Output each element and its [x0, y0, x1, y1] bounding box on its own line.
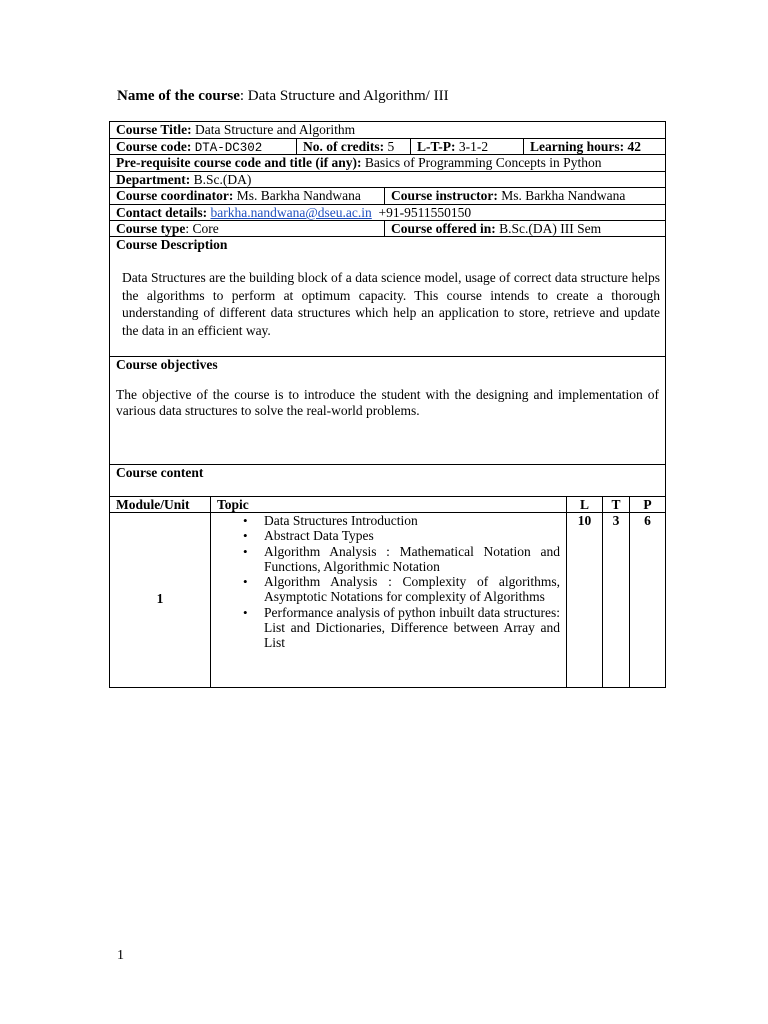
p-header-text: P	[643, 497, 652, 512]
ltp-value: 3-1-2	[455, 139, 489, 154]
course-title-row	[110, 122, 665, 139]
credits-value: 5	[384, 139, 395, 154]
l-value: 10	[577, 513, 592, 528]
p-column-header	[629, 497, 665, 512]
course-name-heading	[117, 88, 449, 105]
department-value: B.Sc.(DA)	[190, 172, 252, 187]
coordinator-label: Course coordinator:	[116, 188, 234, 203]
table-header-row	[110, 497, 665, 513]
course-code-label: Course code:	[116, 139, 192, 154]
prerequisite-row	[110, 155, 665, 172]
course-title-value: Data Structure and Algorithm	[191, 122, 356, 137]
t-cell	[602, 513, 629, 688]
prerequisite-value: Basics of Programming Concepts in Python	[361, 155, 602, 170]
module-column-header	[110, 497, 210, 512]
course-info-table	[109, 121, 666, 237]
instructor-value: Ms. Barkha Nandwana	[497, 188, 626, 203]
course-title-label: Course Title:	[116, 122, 192, 137]
course-title-cell	[110, 122, 355, 138]
list-item: • Abstract Data Types	[217, 528, 560, 543]
topic-list	[217, 513, 560, 651]
learning-hours-cell	[523, 139, 665, 154]
topic-header-text: Topic	[217, 497, 249, 512]
t-column-header	[602, 497, 629, 512]
topic-cell	[210, 513, 566, 688]
course-objectives-text: The objective of the course is to introduce the student with the designing and implementation of various data structures to solve the real-world problems.	[116, 387, 659, 418]
course-code-row	[110, 139, 665, 155]
course-type-value: : Core	[185, 221, 219, 236]
course-description-section	[109, 236, 666, 357]
learning-hours-label: Learning hours: 42	[530, 139, 642, 154]
contact-label: Contact details:	[116, 205, 208, 220]
instructor-cell	[384, 188, 665, 204]
l-column-header	[566, 497, 602, 512]
t-value: 3	[612, 513, 620, 528]
phone-number: +91-9511550150	[378, 205, 472, 220]
course-content-heading: Course content	[116, 465, 204, 480]
topic-column-header	[210, 497, 566, 512]
p-cell	[629, 513, 665, 688]
course-content-section	[109, 464, 666, 497]
list-item: • Algorithm Analysis : Complexity of algorithms, Asymptotic Notations for complexity of Algorithms	[217, 574, 560, 605]
coordinator-cell	[110, 188, 384, 204]
course-objectives-heading: Course objectives	[116, 357, 218, 372]
course-description-text: Data Structures are the building block of a data science model, usage of correct data structure helps the algorithms to perform at optimum capacity. This course intends to create a thorough understanding of different data structures which help an application to store, retrieve and update the data in an efficient way.	[122, 270, 660, 338]
list-item: • Data Structures Introduction	[217, 513, 560, 528]
prerequisite-cell	[110, 155, 601, 171]
ltp-cell	[410, 139, 523, 154]
offered-in-cell	[384, 221, 665, 237]
department-row	[110, 172, 665, 188]
l-cell	[566, 513, 602, 688]
course-type-label: Course type	[116, 221, 186, 236]
department-label: Department:	[116, 172, 191, 187]
credits-cell	[296, 139, 410, 154]
email-link[interactable]: barkha.nandwana@dseu.ac.in	[210, 205, 372, 220]
offered-in-label: Course offered in:	[391, 221, 496, 236]
course-name-value: : Data Structure and Algorithm/ III	[239, 88, 449, 104]
p-value: 6	[644, 513, 651, 528]
course-objectives-section	[109, 356, 666, 465]
page-number: 1	[117, 948, 124, 963]
credits-label: No. of credits:	[303, 139, 385, 154]
list-item: • Algorithm Analysis : Mathematical Notation and Functions, Algorithmic Notation	[217, 544, 560, 575]
contact-row	[110, 205, 665, 221]
list-item: • Performance analysis of python inbuilt data structures: List and Dictionaries, Difference between Array and List	[217, 605, 560, 651]
contact-cell	[110, 205, 471, 220]
t-header-text: T	[611, 497, 621, 512]
course-type-row	[110, 221, 665, 237]
course-code-cell	[110, 139, 296, 154]
coordinator-row	[110, 188, 665, 205]
table-row	[110, 513, 665, 688]
course-type-cell	[110, 221, 384, 237]
course-code-value: DTA-DC302	[194, 141, 263, 155]
offered-in-value: B.Sc.(DA) III Sem	[495, 221, 602, 236]
instructor-label: Course instructor:	[391, 188, 498, 203]
coordinator-value: Ms. Barkha Nandwana	[233, 188, 361, 203]
ltp-label: L-T-P:	[417, 139, 456, 154]
course-content-table	[109, 496, 666, 688]
course-description-heading: Course Description	[116, 237, 228, 252]
prerequisite-label: Pre-requisite course code and title (if any):	[116, 155, 362, 170]
course-name-label: Name of the course	[117, 88, 240, 104]
department-cell	[110, 172, 251, 187]
module-cell	[110, 513, 210, 688]
module-header-text: Module/Unit	[116, 497, 190, 512]
module-number: 1	[156, 591, 164, 606]
l-header-text: L	[579, 497, 589, 512]
